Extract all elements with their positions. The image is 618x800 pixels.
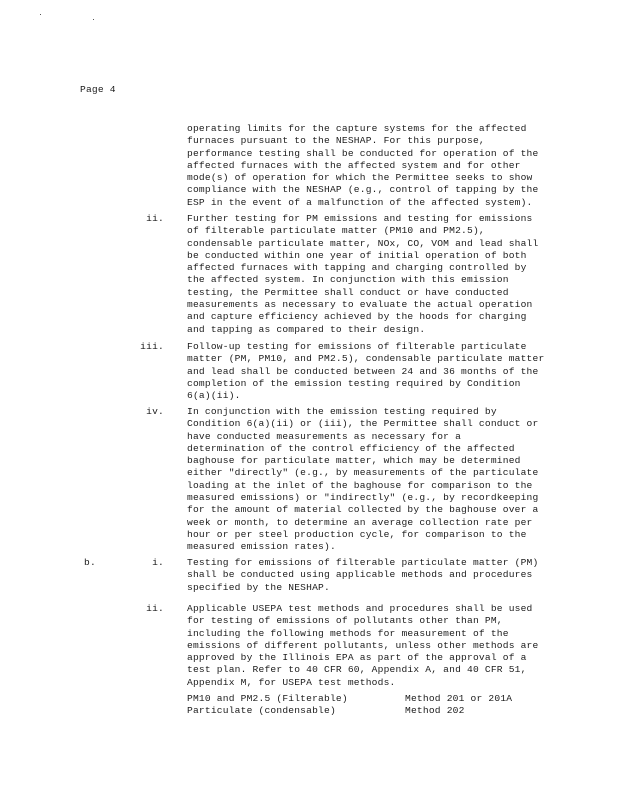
list-marker: ii. xyxy=(146,213,164,224)
scan-speck xyxy=(40,14,41,15)
scan-speck xyxy=(93,19,94,20)
list-marker: i. xyxy=(152,557,164,568)
paragraph-filterable-pm-testing: Testing for emissions of filterable particulate matter (PM) shall be conducted using applicable methods and procedures specified by the NESHAP. xyxy=(187,557,539,593)
list-marker: iv. xyxy=(146,406,164,417)
paragraph-follow-up-testing: Follow-up testing for emissions of filterable particulate matter (PM, PM10, and PM2.5), condensable particulate matter and lead shall be conducted between 24 and 36 months of the completion of the emission testing required by Condition 6(a)(ii). xyxy=(187,341,545,402)
method-reference: Method 201 or 201A xyxy=(405,693,513,704)
paragraph-control-efficiency: In conjunction with the emission testing required by Condition 6(a)(ii) or (iii), the Permittee shall conduct or have conducted measurements as necessary for a determination of the control efficiency of the affected baghouse for particulate matter, which may be determined either "directly" (e.g., by measurements of the particulate loading at the inlet of the baghouse for comparison to the measured emissions) or "indirectly" (e.g., by recordkeeping for the amount of material collected by the baghouse over a week or month, to determine an average collection rate per hour or per steel production cycle, for comparison to the measured emission rates). xyxy=(187,406,539,553)
paragraph-further-testing: Further testing for PM emissions and testing for emissions of filterable particulate matter (PM10 and PM2.5), condensable particulate matter, NOx, CO, VOM and lead shall be conducted within one year of initial operation of both affected furnaces with tapping and charging controlled by the affected system. In conjunction with this emission testing, the Permittee shall conduct or have conducted measurements as necessary to evaluate the actual operation and capture efficiency achieved by the hoods for charging and tapping as compared to their design. xyxy=(187,213,539,335)
list-marker: iii. xyxy=(140,341,164,352)
paragraph-continuation: operating limits for the capture systems for the affected furnaces pursuant to the NESHAP. For this purpose, performance testing shall be conducted for operation of the affected furnaces with the affected system and for other mode(s) of operation for which the Permittee seeks to show compliance with the NESHAP (e.g., control of tapping by the ESP in the event of a malfunction of the affected system). xyxy=(187,123,539,208)
method-reference: Method 202 xyxy=(405,705,465,716)
section-marker: b. xyxy=(84,557,96,568)
list-marker: ii. xyxy=(146,603,164,614)
method-pollutant: PM10 and PM2.5 (Filterable) xyxy=(187,693,348,704)
paragraph-usepa-methods: Applicable USEPA test methods and procedures shall be used for testing of emissions of pollutants other than PM, including the following methods for measurement of the emissions of different pollutants, unless other methods are approved by the Illinois EPA as part of the approval of a test plan. Refer to 40 CFR 60, Appendix A, and 40 CFR 51, Appendix M, for USEPA test methods. xyxy=(187,603,539,688)
method-pollutant: Particulate (condensable) xyxy=(187,705,336,716)
page-number: Page 4 xyxy=(80,84,116,95)
